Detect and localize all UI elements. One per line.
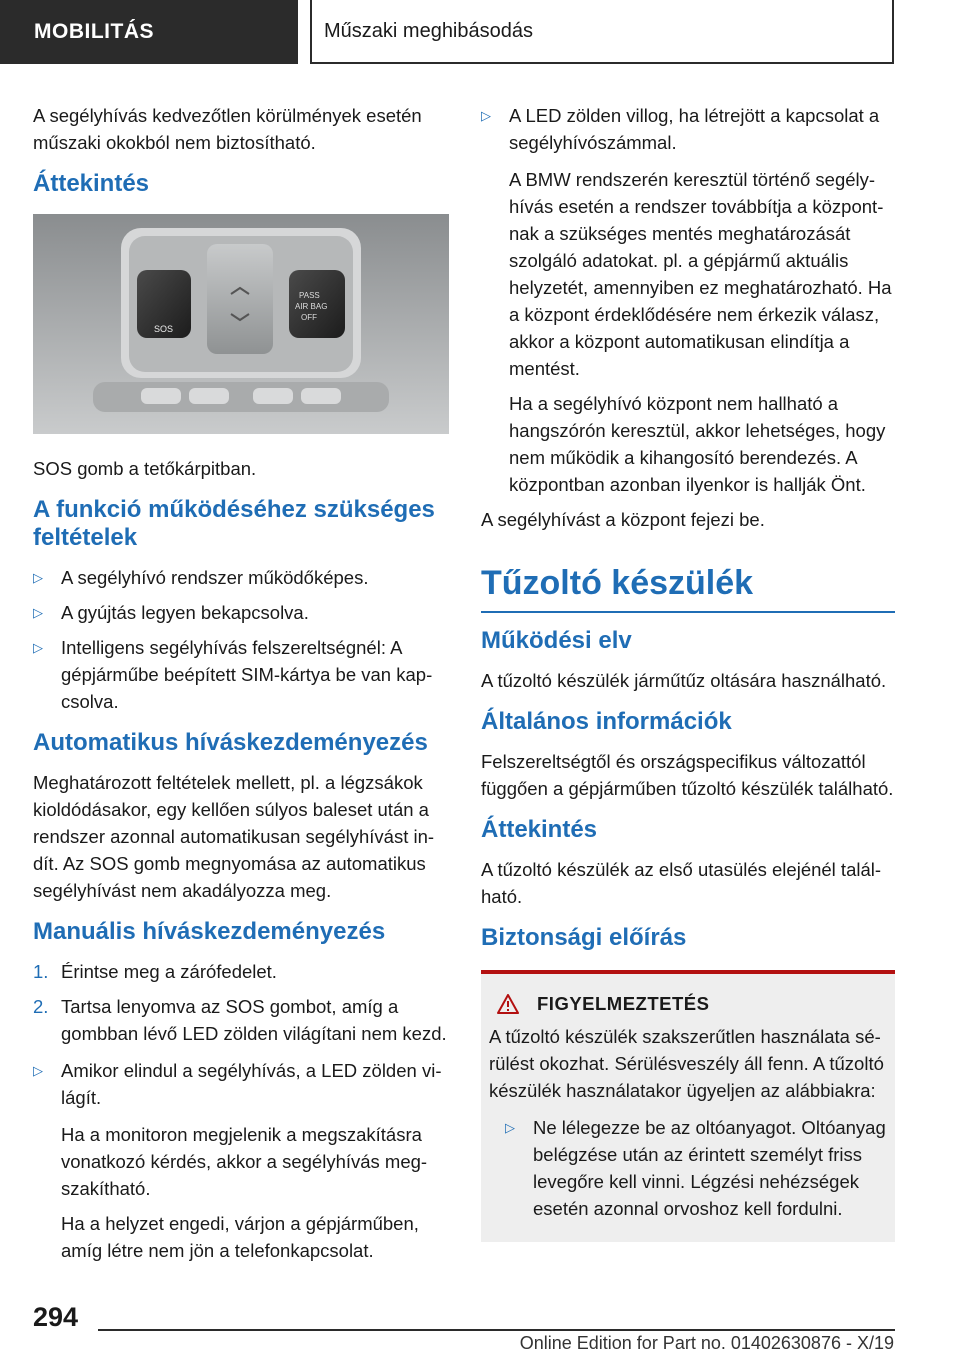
triangle-bullet-icon: ▷: [33, 640, 43, 655]
heading-manual-call: Manuális híváskezdeményezés: [33, 918, 386, 945]
heading-principle: Működési elv: [481, 627, 632, 654]
off-label: OFF: [301, 313, 317, 322]
led-sub-text: A BMW rendszerén keresztül történő segélyhívás esetén a rendszer továbbítja a központnak a szükséges mentés meghatározását szolgáló adatokat. pl. a gépjármű aktuális helyzetét, amennyiben ez meghatározható. Ha a központ érdeklődésére nem érkezik válasz, akkor a központ automatikusan elindítja a mentést.: [509, 169, 892, 379]
page-number: 294: [33, 1302, 79, 1332]
triangle-bullet-icon: ▷: [33, 605, 43, 620]
intro-text: A segélyhívás kedvezőtlen körülmények esetén műszaki okokból nem biztosítható.: [33, 105, 422, 153]
list-item: ▷ A LED zölden villog, ha létrejött a kapcsolat a segélyhívószámmal.: [481, 102, 895, 156]
end-call-text: A segélyhívást a központ fejezi be.: [481, 509, 765, 530]
left-column: [33, 102, 449, 1272]
list-item: ▷ Ne lélegezze be az oltóanyagot. Oltóanyag belégzése után az érintett személyt friss levegőre kell vinni. Légzési nehézségek esetén azonnal orvoshoz kell fordulni.: [505, 1114, 887, 1222]
heading-conditions: A funkció működéséhez szükséges feltételek: [33, 496, 435, 551]
heading-fire-extinguisher: Tűzoltó készülék: [481, 563, 895, 613]
list-item: 2. Tartsa lenyomva az SOS gombot, amíg a gombban lévő LED zölden világítani nem kezd.: [33, 996, 447, 1044]
heading-overview-right: Áttekintés: [481, 816, 598, 843]
triangle-bullet-icon: ▷: [481, 108, 491, 123]
sos-button-photo: [33, 214, 449, 434]
footer-divider: [98, 1329, 895, 1331]
heading-auto-call: Automatikus híváskezdeményezés: [33, 729, 428, 756]
heading-general-info: Általános információk: [481, 708, 732, 735]
conditions-list: [33, 564, 449, 715]
chapter-title: Műszaki meghibásodás: [310, 0, 894, 64]
list-item: ▷ A segélyhívó rendszer működőképes.: [33, 564, 449, 591]
list-item: ▷ A gyújtás legyen bekapcsolva.: [33, 599, 449, 626]
principle-text: A tűzoltó készülék járműtűz oltására használható.: [481, 670, 887, 691]
manual-sub-text: Ha a monitoron megjelenik a megszakításra vonatkozó kérdés, akkor a segélyhívás megszakítható.: [61, 1124, 428, 1199]
heading-overview: Áttekintés: [33, 170, 150, 197]
warning-bullets: [505, 1114, 887, 1222]
pass-label: PASS: [299, 291, 320, 300]
photo-caption: SOS gomb a tetőkárpitban.: [33, 458, 257, 479]
warning-box: [481, 970, 895, 1242]
list-item: ▷ Amikor elindul a segélyhívás, a LED zölden világít.: [33, 1057, 449, 1111]
right-column: [481, 102, 895, 1242]
heading-safety: Biztonsági előírás: [481, 924, 687, 951]
warning-title: FIGYELMEZTETÉS: [489, 990, 887, 1017]
triangle-bullet-icon: ▷: [505, 1120, 515, 1135]
list-item: 1. Érintse meg a zárófedelet.: [33, 961, 277, 982]
manual-sub-text: Ha a helyzet engedi, várjon a gépjárműben, amíg létre nem jön a telefonkapcsolat.: [61, 1213, 419, 1261]
overview-text: A tűzoltó készülék az első utasülés elejénél található.: [481, 859, 882, 907]
warning-triangle-icon: [497, 994, 519, 1014]
manual-bullets: [33, 1057, 449, 1111]
sos-label: SOS: [154, 324, 174, 334]
manual-steps: [33, 958, 449, 1047]
led-sub-text: Ha a segélyhívó központ nem hallható a hangszórón keresztül, akkor lehetséges, hogy nem működik a kihangosító berendezés. A központban azonban ilyenkor is hallják Önt.: [509, 393, 886, 495]
general-info-text: Felszereltségtől és országspecifikus változattól függően a gépjárműben tűzoltó készülék található.: [481, 751, 894, 799]
section-tab: MOBILITÁS: [0, 0, 298, 64]
led-bullets: [481, 102, 895, 156]
list-item: ▷ Intelligens segélyhívás felszereltségnél: A gépjárműbe beépített SIM-kártya be van kapcsolva.: [33, 634, 449, 715]
triangle-bullet-icon: ▷: [33, 570, 43, 585]
warning-text: A tűzoltó készülék szakszerűtlen használata sérülést okozhat. Sérülésveszély áll fenn. A tűzoltó készülék használatakor ügyeljen az alábbiakra:: [489, 1026, 884, 1101]
auto-call-text: Meghatározott feltételek mellett, pl. a légzsákok kioldódásakor, egy kellően súlyos baleset után a rendszer azonnal automatikusan segélyhívást indít. Az SOS gomb megnyomása az automatikus segélyhívást nem akadályozza meg.: [33, 772, 435, 901]
triangle-bullet-icon: ▷: [33, 1063, 43, 1078]
edition-text: Online Edition for Part no. 01402630876 - X/19: [519, 1333, 894, 1353]
airbag-label: AIR BAG: [295, 302, 328, 311]
